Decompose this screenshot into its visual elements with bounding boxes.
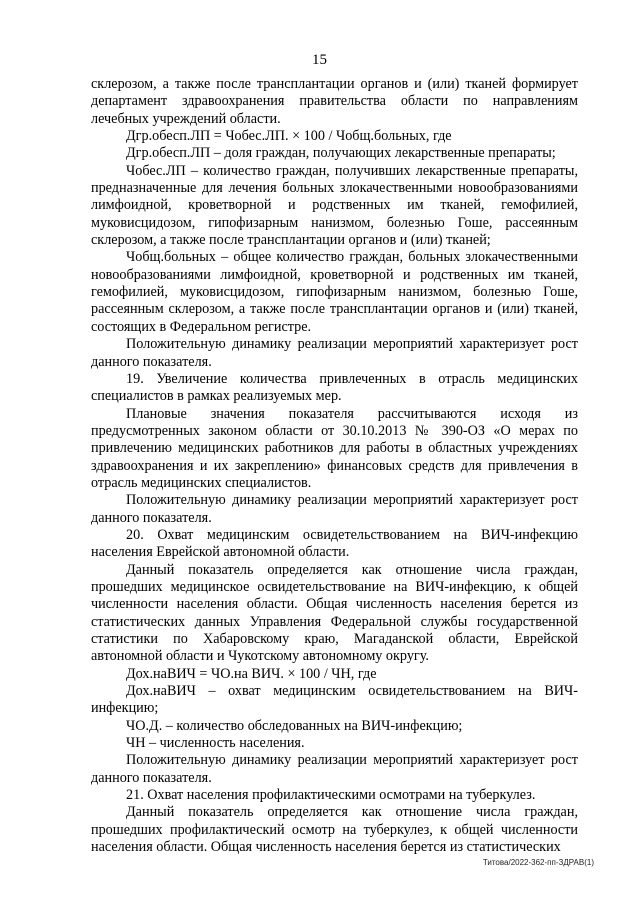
paragraph: 21. Охват населения профилактическими осмотрами на туберкулез.	[126, 787, 536, 804]
paragraph: ЧН – численность населения.	[126, 735, 305, 752]
document-body	[91, 76, 578, 856]
paragraph: Дгр.обесп.ЛП = Чобес.ЛП. × 100 / Чобщ.больных, где	[126, 128, 452, 145]
paragraph: 20. Охват медицинским освидетельствованием на ВИЧ-инфекцию населения Еврейской автономной области.	[91, 526, 578, 561]
paragraph: Положительную динамику реализации мероприятий характеризует рост данного показателя.	[91, 492, 578, 526]
paragraph: Дгр.обесп.ЛП – доля граждан, получающих лекарственные препараты;	[126, 145, 556, 162]
page-number: 15	[312, 52, 327, 68]
paragraph: Дох.наВИЧ = ЧО.на ВИЧ. × 100 / ЧН, где	[126, 665, 377, 682]
paragraph: Данный показатель определяется как отношение числа граждан, прошедших медицинское освидетельствование на ВИЧ-инфекцию, к общей численности населения области. Общая численность населения берется из статистических данных Управления Федеральной службы государственной статистики по Хабаровскому краю, Магаданской области, Еврейской автономной области и Чукотскому автономному округу.	[91, 561, 578, 665]
paragraph: склерозом, а также после трансплантации органов и (или) тканей формирует департамент здравоохранения правительства области по направлениям лечебных учреждений области.	[91, 76, 578, 127]
paragraph: Плановые значения показателя рассчитываются исходя из предусмотренных законом области от 30.10.2013 № 390-ОЗ «О мерах по привлечению медицинских работников для работы в областных учреждениях здравоохранения и их закреплению» финансовых средств для привлечения в отрасль медицинских специалистов.	[91, 405, 578, 491]
paragraph: Положительную динамику реализации мероприятий характеризует рост данного показателя.	[91, 336, 578, 370]
paragraph: Положительную динамику реализации мероприятий характеризует рост данного показателя.	[91, 752, 578, 786]
footer-document-code: Титова/2022-362-пп-ЗДРАВ(1)	[482, 858, 594, 867]
paragraph: Чобес.ЛП – количество граждан, получивших лекарственные препараты, предназначенные для лечения больных злокачественными новообразованиями лимфоидной, кроветворной и родственных им тканей, гемофилией, муковисцидозом, гипофизарным нанизмом, болезнью Гоше, рассеянным склерозом, а также после трансплантации органов и (или) тканей;	[91, 162, 578, 249]
paragraph: 19. Увеличение количества привлеченных в отрасль медицинских специалистов в рамках реализуемых мер.	[91, 370, 578, 405]
paragraph: ЧО.Д. – количество обследованных на ВИЧ-инфекцию;	[126, 717, 463, 734]
paragraph: Дох.наВИЧ – охват медицинским освидетельствованием на ВИЧ-инфекцию;	[91, 683, 578, 717]
paragraph: Данный показатель определяется как отношение числа граждан, прошедших профилактический осмотр на туберкулез, к общей численности населения области. Общая численность населения берется из статистических	[91, 804, 578, 856]
paragraph: Чобщ.больных – общее количество граждан, больных злокачественными новообразованиями лимфоидной, кроветворной и родственных им тканей, гемофилией, муковисцидозом, гипофизарным нанизмом, болезнью Гоше, рассеянным склерозом, а также после трансплантации органов и (или) тканей, состоящих в Федеральном регистре.	[91, 249, 578, 335]
